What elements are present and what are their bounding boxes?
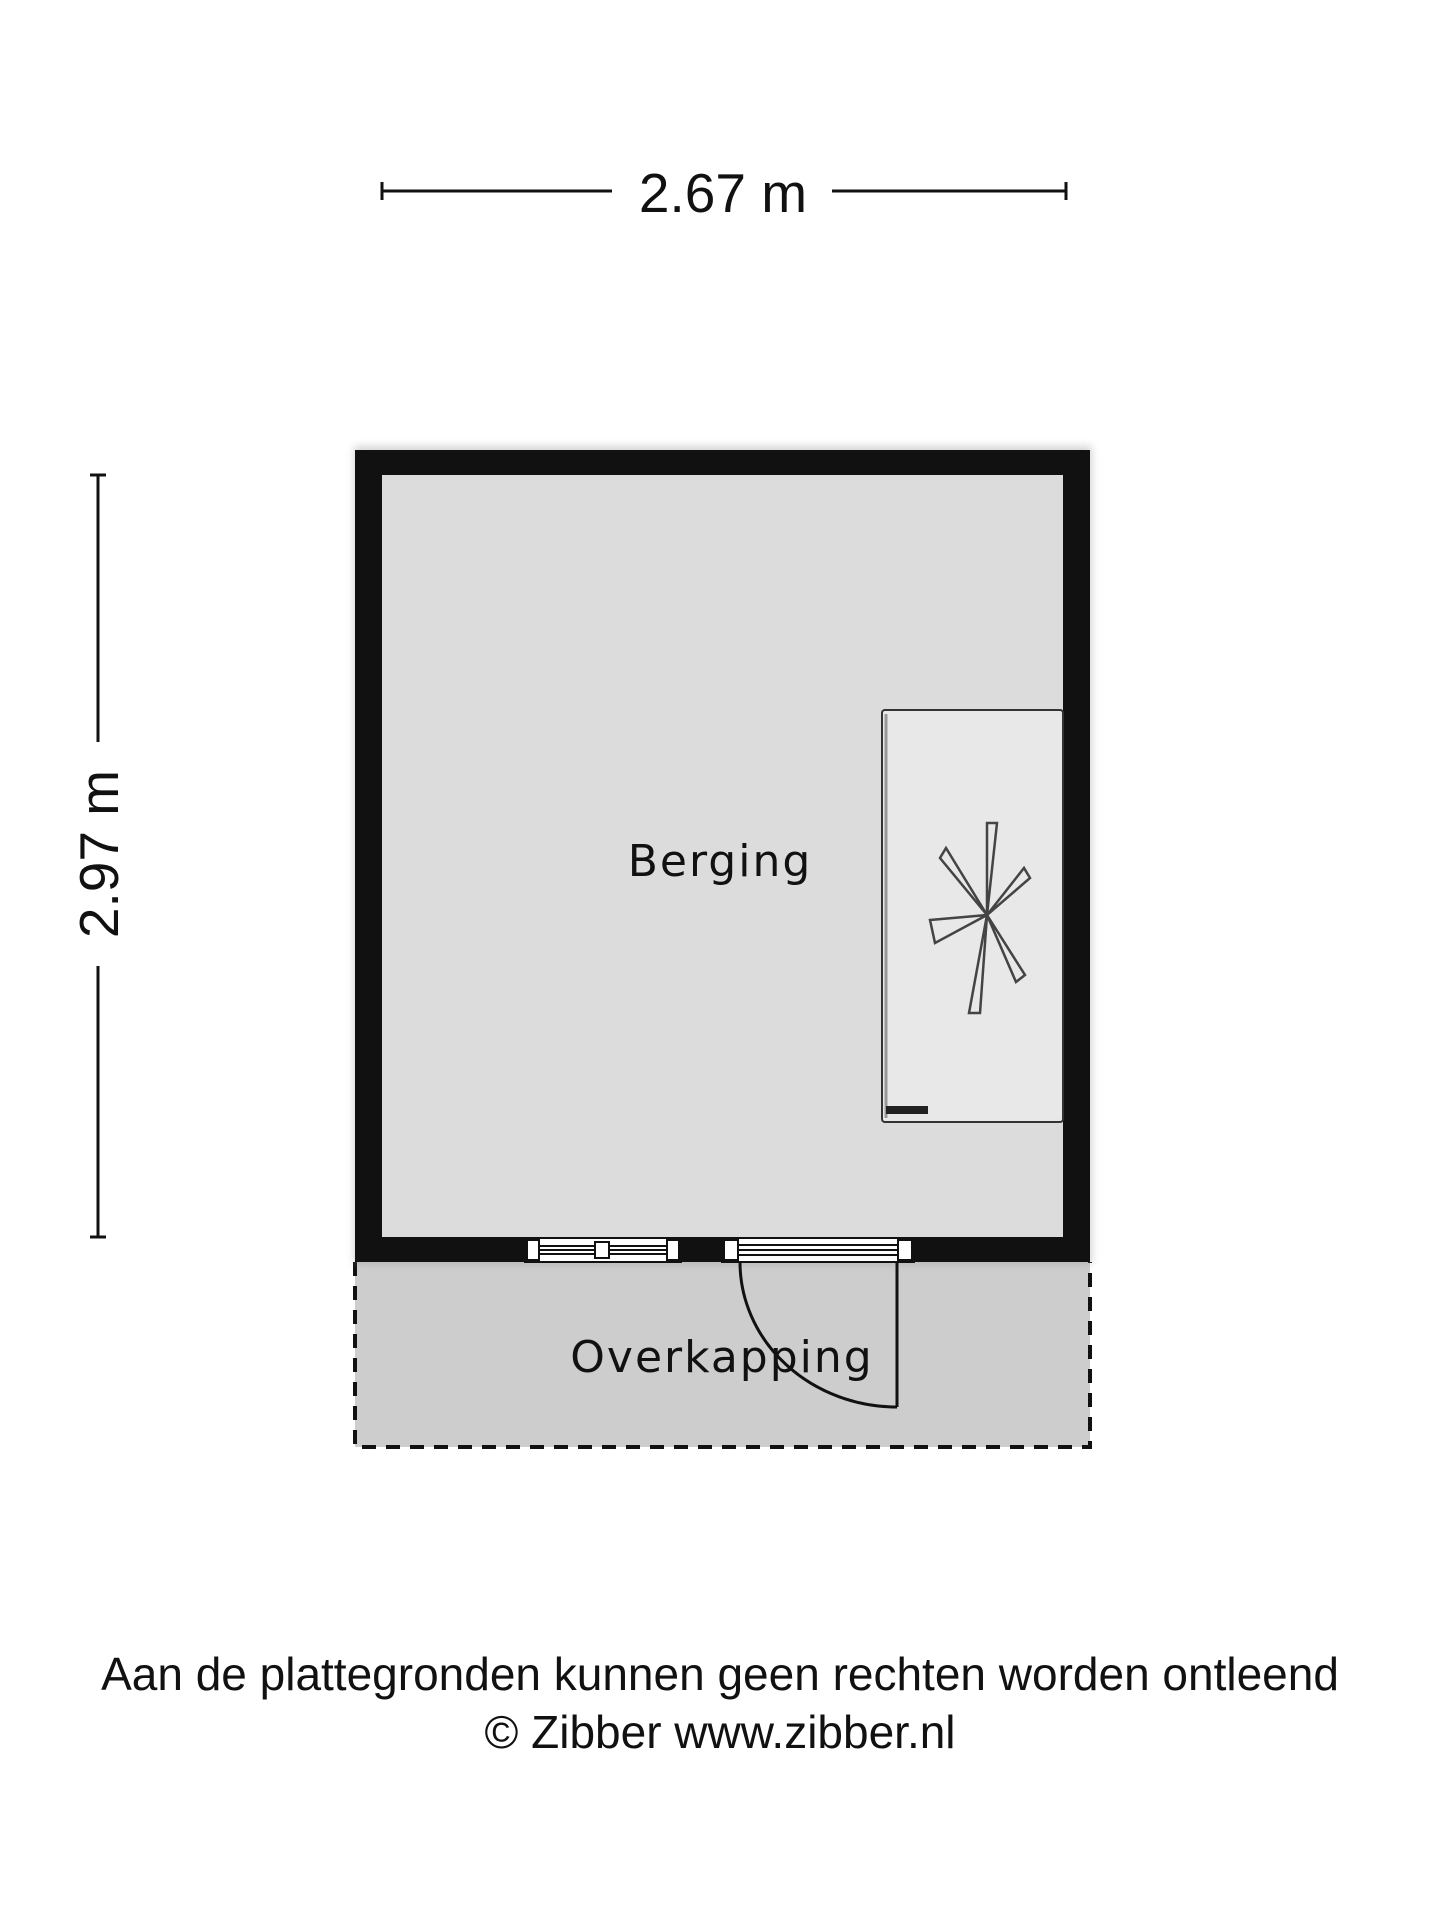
height-dimension	[68, 475, 130, 1237]
width-label: 2.67 m	[638, 162, 808, 224]
width-dimension	[382, 162, 1066, 224]
appliance-unit	[882, 710, 1063, 1122]
disclaimer-text: Aan de plattegronden kunnen geen rechten worden ontleend	[101, 1648, 1339, 1700]
copyright-text: © Zibber www.zibber.nl	[484, 1706, 956, 1758]
height-label: 2.97 m	[68, 769, 130, 939]
room-label-overkapping: Overkapping	[570, 1332, 874, 1383]
window	[525, 1238, 681, 1262]
room-label-berging: Berging	[627, 836, 813, 887]
